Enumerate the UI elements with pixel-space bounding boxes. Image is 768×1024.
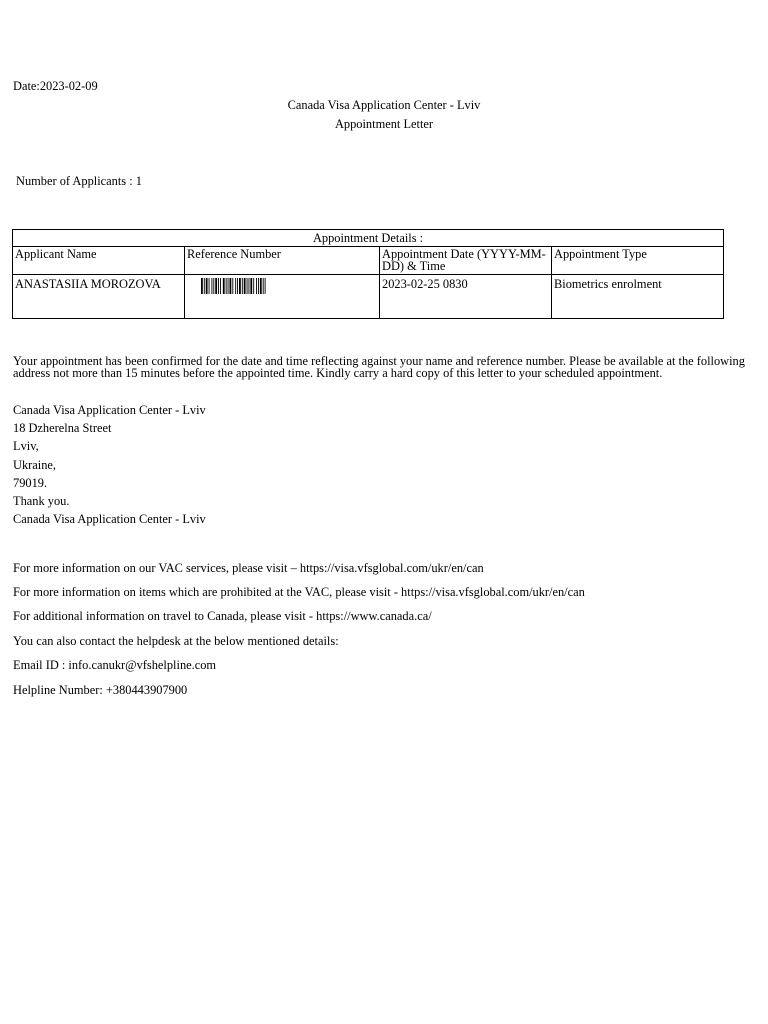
- reference-number-cell: [185, 275, 380, 319]
- address-line-country: Ukraine,: [13, 458, 57, 472]
- address-line-street: 18 Dzherelna Street: [13, 421, 112, 435]
- address-line-postcode: 79019.: [13, 476, 48, 490]
- center-name: Canada Visa Application Center - Lviv: [287, 98, 481, 112]
- thank-you: Thank you.: [13, 494, 70, 508]
- column-header-applicant-name: Applicant Name: [13, 247, 185, 275]
- table-caption: Appointment Details :: [13, 230, 724, 247]
- travel-info: For additional information on travel to Canada, please visit - https://www.canada.ca/: [13, 609, 432, 623]
- appointment-details-table: [12, 229, 724, 319]
- prohibited-items-info: For more information on items which are prohibited at the VAC, please visit - https://visa.vfsglobal.com/ukr/en/can: [13, 585, 585, 599]
- barcode-icon: [201, 278, 309, 294]
- confirmation-paragraph: Your appointment has been confirmed for the date and time reflecting against your name and reference number. Please be available at the following address not more than 15 minutes before the appointed time. Kindly carry a hard copy of this letter to your scheduled appointment.: [13, 354, 745, 380]
- helpline-number: Helpline Number: +380443907900: [13, 683, 188, 697]
- applicant-name-cell: ANASTASIIA MOROZOVA: [13, 275, 185, 319]
- column-header-appointment-type: Appointment Type: [552, 247, 724, 275]
- column-header-appointment-date: Appointment Date (YYYY-MM-DD) & Time: [380, 247, 552, 275]
- letter-date: Date:2023-02-09: [13, 79, 98, 93]
- signature: Canada Visa Application Center - Lviv: [13, 512, 206, 526]
- address-line-city: Lviv,: [13, 439, 39, 453]
- column-header-reference-number: Reference Number: [185, 247, 380, 275]
- email-id: Email ID : info.canukr@vfshelpline.com: [13, 658, 217, 672]
- number-of-applicants: Number of Applicants : 1: [16, 174, 142, 188]
- appointment-datetime-cell: 2023-02-25 0830: [380, 275, 552, 319]
- table-row: [13, 275, 724, 319]
- vac-services-info: For more information on our VAC services, please visit – https://visa.vfsglobal.com/ukr/en/can: [13, 561, 484, 575]
- address-line-center: Canada Visa Application Center - Lviv: [13, 403, 206, 417]
- appointment-type-cell: Biometrics enrolment: [552, 275, 724, 319]
- table-header-row: [13, 247, 724, 275]
- helpdesk-info: You can also contact the helpdesk at the below mentioned details:: [13, 634, 339, 648]
- letter-title: Appointment Letter: [334, 117, 434, 131]
